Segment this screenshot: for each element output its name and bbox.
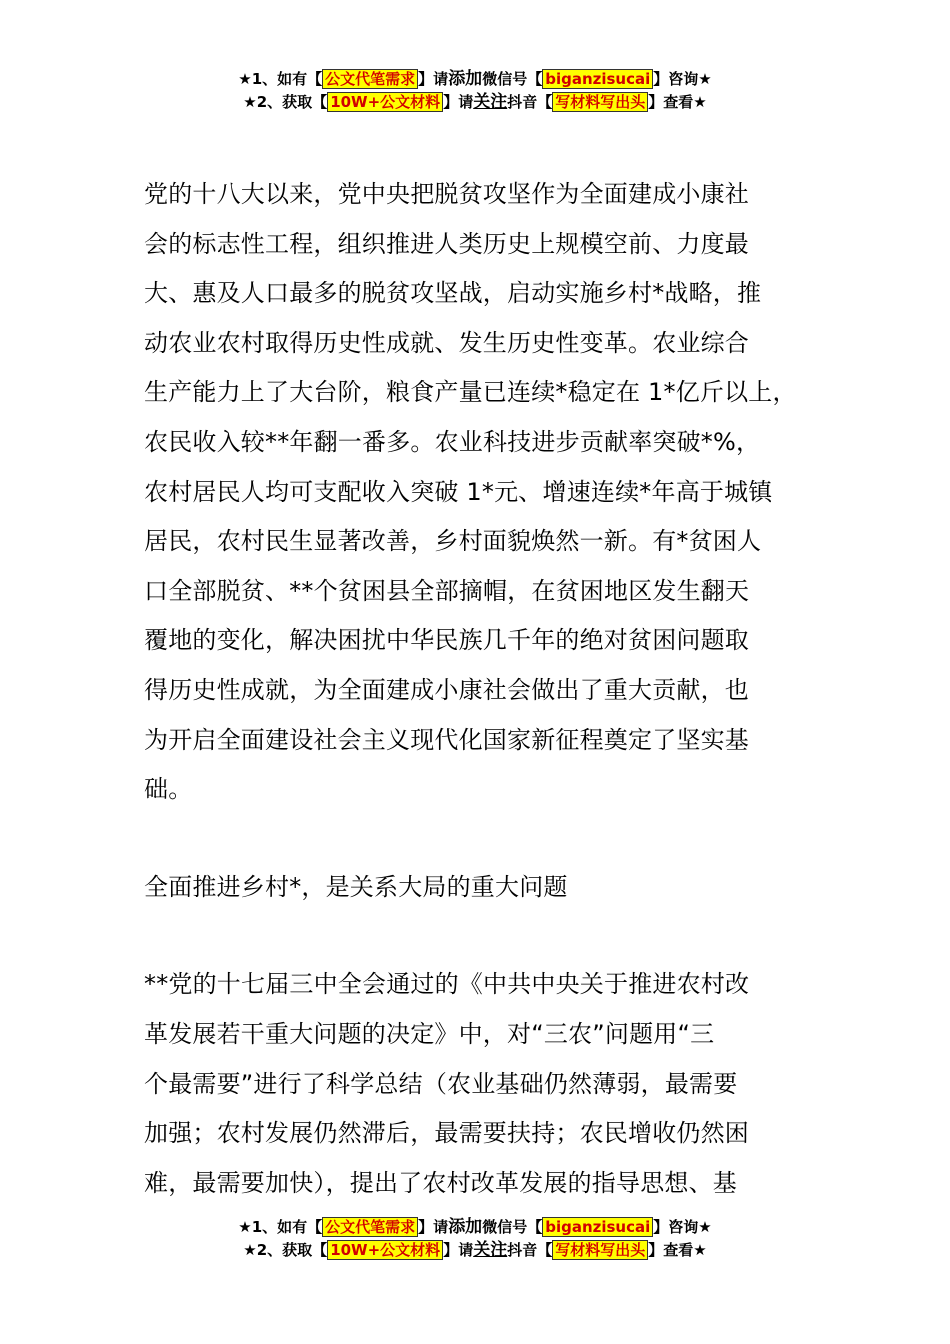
- banner-douyin-id: 写材料写出头: [552, 92, 648, 112]
- banner-text: 】请: [443, 93, 474, 111]
- banner-line-2: [0, 91, 950, 114]
- text-line: 为开启全面建设社会主义现代化国家新征程奠定了坚实基: [144, 725, 749, 754]
- text-line: 农村居民人均可支配收入突破 1*元、增速连续*年高于城镇: [144, 477, 773, 506]
- banner-highlight: 公文代笔需求: [322, 69, 418, 89]
- text-line: 加强；农村发展仍然滞后，最需要扶持；农民增收仍然困: [144, 1119, 749, 1148]
- banner-text: 抖音【: [507, 93, 553, 111]
- banner-wechat-id: biganzisucai: [542, 69, 653, 89]
- text-line: 得历史性成就，为全面建成小康社会做出了重大贡献，也: [144, 675, 749, 704]
- text-line: 个最需要”进行了科学总结（农业基础仍然薄弱，最需要: [144, 1069, 738, 1098]
- banner-text: 】请: [418, 70, 449, 88]
- text-line: 大、惠及人口最多的脱贫攻坚战，启动实施乡村*战略，推: [144, 279, 762, 308]
- paragraph-2: [144, 960, 834, 1208]
- text-line: 生产能力上了大台阶，粮食产量已连续*稳定在 1*亿斤以上，: [144, 378, 797, 407]
- banner-emphasis: 添加: [448, 1217, 483, 1237]
- text-line: **党的十七届三中全会通过的《中共中央关于推进农村改: [144, 970, 750, 999]
- banner-emphasis: 添加: [448, 69, 483, 89]
- text-line: 口全部脱贫、**个贫困县全部摘帽，在贫困地区发生翻天: [144, 576, 750, 605]
- text-line: 难，最需要加快），提出了农村改革发展的指导思想、基: [144, 1168, 737, 1197]
- banner-text: 】查看★: [648, 93, 707, 111]
- banner-text: 】咨询★: [653, 1218, 712, 1236]
- text-line: 党的十八大以来，党中央把脱贫攻坚作为全面建成小康社: [144, 180, 749, 208]
- text-line: 覆地的变化，解决困扰中华民族几千年的绝对贫困问题取: [144, 626, 749, 655]
- document-body: [144, 170, 834, 1208]
- banner-text: ★1、如有【: [238, 70, 323, 88]
- banner-highlight: 10W+公文材料: [327, 92, 443, 112]
- banner-line-1: [0, 1216, 950, 1239]
- banner-text: 微信号【: [482, 1218, 543, 1236]
- text-line: 居民，农村民生显著改善，乡村面貌焕然一新。有*贫困人: [144, 527, 762, 556]
- banner-line-2: [0, 1239, 950, 1262]
- text-line: 会的标志性工程，组织推进人类历史上规模空前、力度最: [144, 229, 749, 258]
- banner-highlight: 公文代笔需求: [322, 1217, 418, 1237]
- banner-text: 】查看★: [648, 1241, 707, 1259]
- footer-banner: [0, 1216, 950, 1262]
- banner-text: ★2、获取【: [243, 1241, 328, 1259]
- banner-highlight: 10W+公文材料: [327, 1240, 443, 1260]
- section-heading: 全面推进乡村*，是关系大局的重大问题: [144, 872, 568, 901]
- banner-text: 微信号【: [482, 70, 543, 88]
- paragraph-1: [144, 170, 834, 815]
- banner-text: 】请: [443, 1241, 474, 1259]
- banner-text: ★2、获取【: [243, 93, 328, 111]
- banner-emphasis: 关注: [473, 1240, 508, 1260]
- banner-text: 】咨询★: [653, 70, 712, 88]
- text-line: 动农业农村取得历史性成就、发生历史性变革。农业综合: [144, 328, 749, 357]
- banner-text: 】请: [418, 1218, 449, 1236]
- banner-emphasis: 关注: [473, 92, 508, 112]
- banner-text: 抖音【: [507, 1241, 553, 1259]
- banner-wechat-id: biganzisucai: [542, 1217, 653, 1237]
- text-line: 革发展若干重大问题的决定》中，对“三农”问题用“三: [144, 1019, 715, 1048]
- header-banner: [0, 68, 950, 114]
- text-line: 农民收入较**年翻一番多。农业科技进步贡献率突破*%，: [144, 427, 761, 456]
- banner-douyin-id: 写材料写出头: [552, 1240, 648, 1260]
- banner-line-1: [0, 68, 950, 91]
- text-line: 础。: [144, 775, 193, 804]
- banner-text: ★1、如有【: [238, 1218, 323, 1236]
